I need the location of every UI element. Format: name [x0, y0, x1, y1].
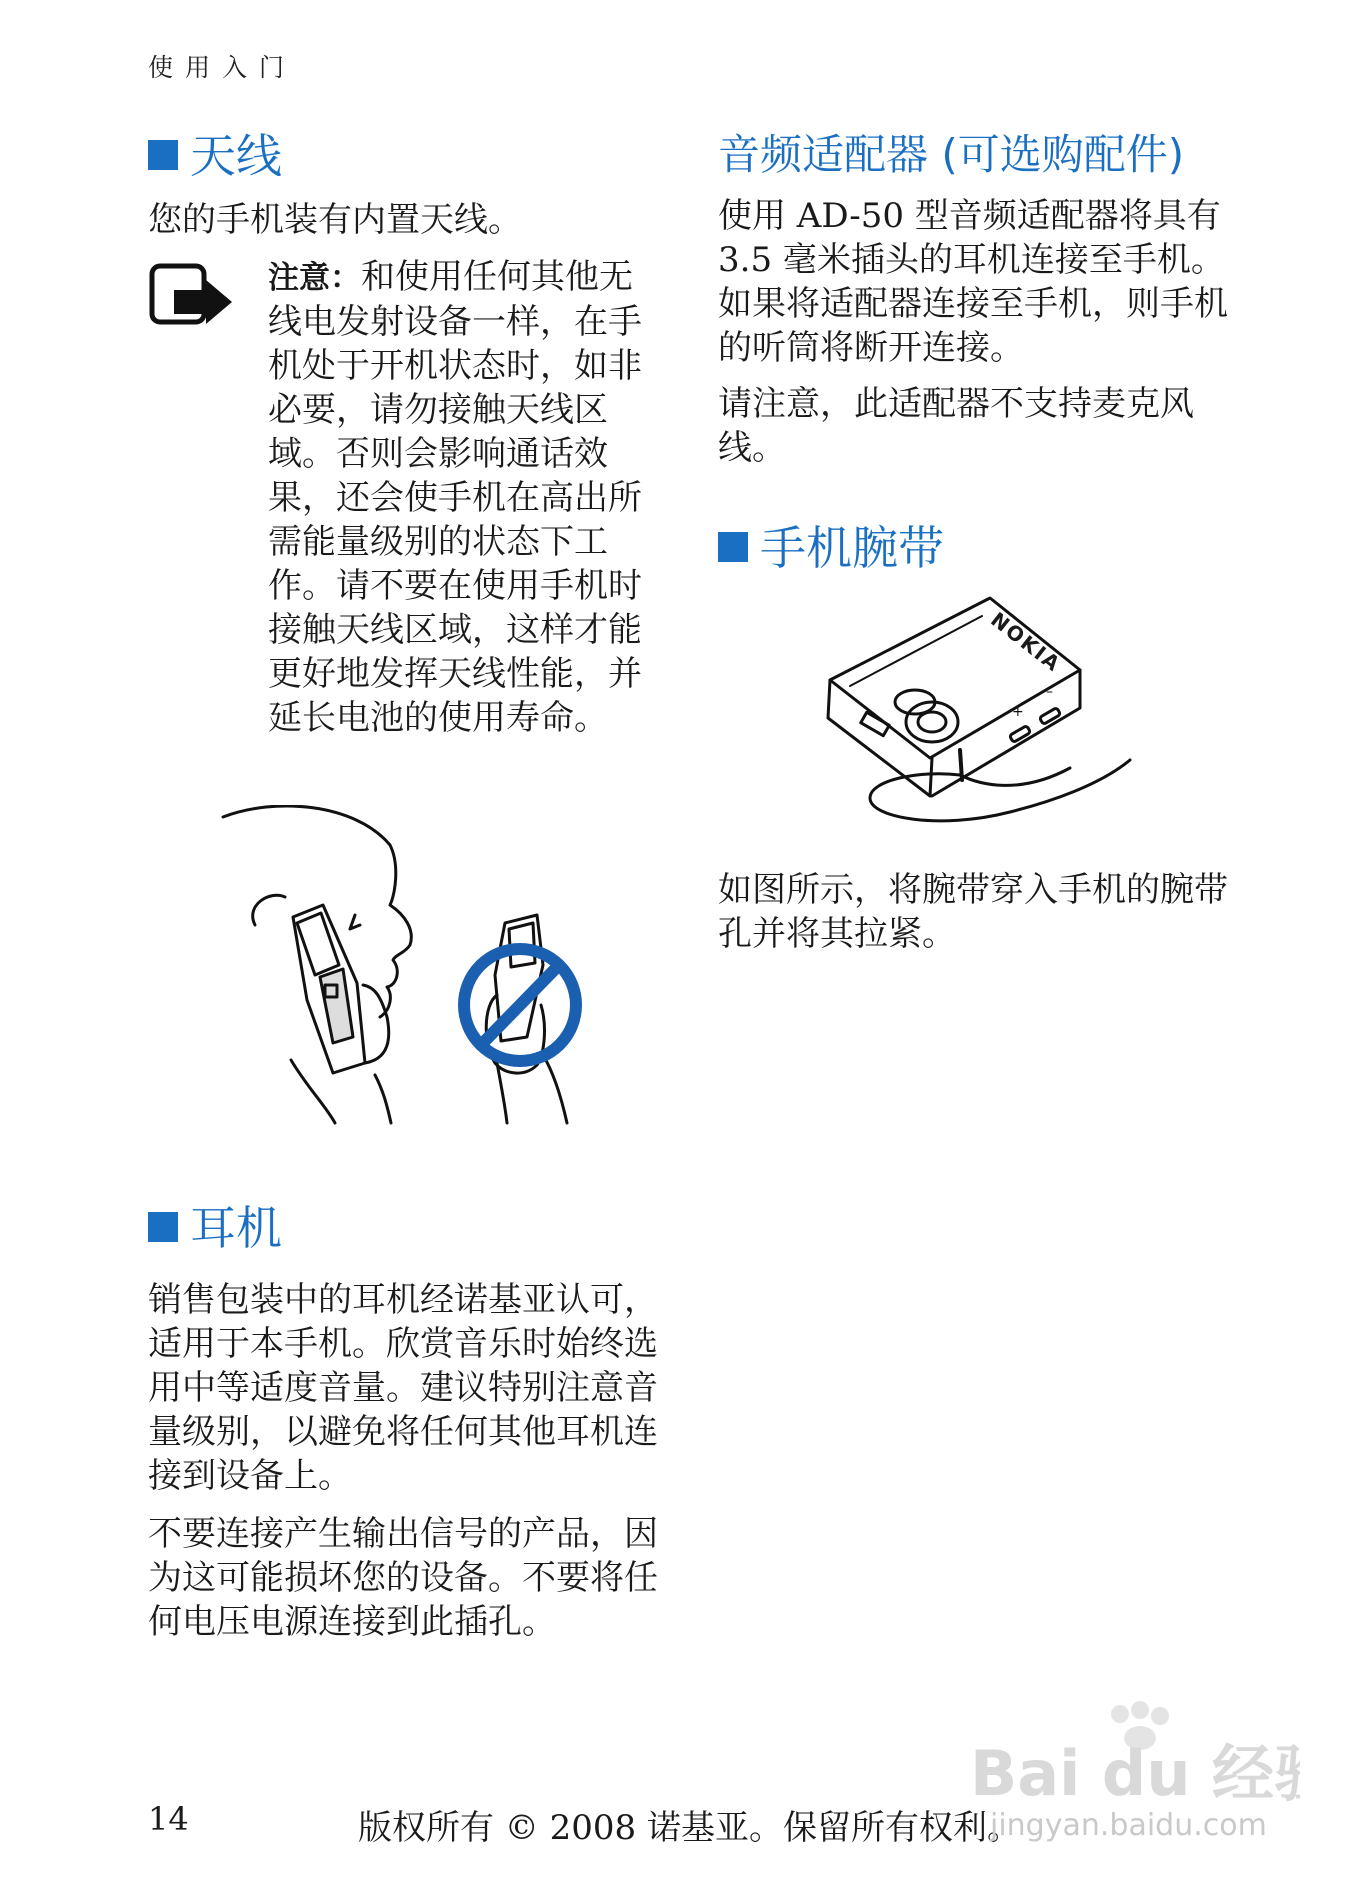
note-body: 和使用任何其他无线电发射设备一样，在手机处于开机状态时，如非必要，请勿接触天线区域。否则会影响通话效果，还会使手机在高出所需能量级别的状态下工作。请不要在使用手机时接触天线区域，这样才能更好地发挥天线性能，并延长电池的使用寿命。: [268, 257, 642, 738]
headset-para-2: 不要连接产生输出信号的产品，因为这可能损坏您的设备。不要将任何电压电源连接到此插孔。: [148, 1514, 658, 1642]
headset-para-1: 销售包装中的耳机经诺基亚认可，适用于本手机。欣赏音乐时始终选用中等适度音量。建议特别注意音量级别，以避免将任何其他耳机连接到设备上。: [148, 1280, 658, 1496]
note-text: [268, 255, 648, 740]
audio-adapter-para-1: 使用 AD-50 型音频适配器将具有 3.5 毫米插头的耳机连接至手机。如果将适配器连接至手机，则手机的听筒将断开连接。: [718, 196, 1228, 368]
note-label: 注意：: [268, 260, 361, 296]
antenna-heading-text: 天线: [190, 129, 282, 183]
wrist-strap-illustration: [810, 590, 1140, 840]
strap-heading-text: 手机腕带: [760, 521, 944, 575]
antenna-illustration: [215, 805, 615, 1125]
headset-heading: [148, 1202, 282, 1254]
running-head: 使用入门: [148, 53, 297, 82]
audio-adapter-heading: 音频适配器 (可选购配件): [718, 130, 1185, 179]
antenna-heading: [148, 130, 282, 182]
audio-adapter-para-2: 请注意，此适配器不支持麦克风线。: [718, 384, 1194, 468]
strap-heading: [718, 522, 944, 574]
antenna-intro: 您的手机装有内置天线。: [148, 200, 522, 240]
section-marker-icon: [148, 1212, 178, 1242]
svg-text:–: –: [1046, 684, 1053, 700]
page-number: 14: [148, 1800, 189, 1838]
watermark-logo: Bai du 经验: [970, 1737, 1300, 1810]
prohibit-icon: [215, 805, 615, 1125]
section-marker-icon: [718, 532, 748, 562]
headset-heading-text: 耳机: [190, 1201, 282, 1255]
nokia-logo: NOKIA: [986, 607, 1066, 677]
strap-para: 如图所示，将腕带穿入手机的腕带孔并将其拉紧。: [718, 870, 1228, 954]
note-icon: [148, 262, 238, 332]
svg-text:+: +: [1012, 704, 1024, 720]
watermark-url: jingyan.baidu.com: [990, 1808, 1267, 1843]
copyright: 版权所有 © 2008 诺基亚。保留所有权利。: [358, 1808, 1021, 1848]
section-marker-icon: [148, 140, 178, 170]
